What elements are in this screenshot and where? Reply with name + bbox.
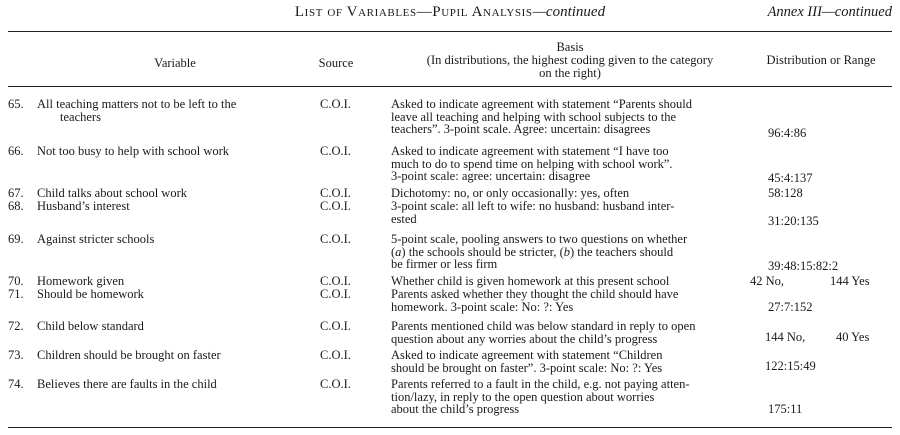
- row-number: 66.: [8, 144, 24, 158]
- distribution: 27:7:152: [768, 300, 813, 314]
- variable-name: Against stricter schools: [37, 232, 155, 246]
- distribution-yes: 144 Yes: [830, 274, 870, 288]
- variable-name: Believes there are faults in the child: [37, 377, 217, 391]
- basis: Asked to indicate agreement with statement “I have too much to do to spend time on helping with school work”. 3-point scale: agree: uncertain: disagree: [391, 144, 673, 184]
- source: C.O.I.: [320, 144, 351, 158]
- row-number: 65.: [8, 97, 24, 111]
- distribution: 45:4:137: [768, 171, 813, 185]
- col-header-distribution: Distribution or Range: [766, 53, 876, 67]
- row-number: 69.: [8, 232, 24, 246]
- annex-label: Annex III—continued: [767, 4, 892, 20]
- col-header-basis: Basis (In distributions, the highest coding given to the category on the right): [426, 40, 714, 80]
- page-title: List of Variables—Pupil Analysis—continued: [294, 4, 606, 20]
- row-number: 74.: [8, 377, 24, 391]
- basis: Asked to indicate agreement with statement “Children should be brought on faster”. 3-point scale: No: ?: Yes: [391, 348, 663, 375]
- source: C.O.I.: [320, 232, 351, 246]
- basis: 5-point scale, pooling answers to two questions on whether (a) the schools should be stricter, (b) the teachers should be firmer or less firm: [391, 232, 688, 272]
- distribution: 122:15:49: [765, 359, 816, 373]
- variable-name: Should be homework: [37, 287, 144, 301]
- row-number: 73.: [8, 348, 24, 362]
- row-number: 67.: [8, 186, 24, 200]
- col-header-variable: Variable: [154, 56, 196, 70]
- variable-name: Children should be brought on faster: [37, 348, 221, 362]
- row-number: 72.: [8, 319, 24, 333]
- source: C.O.I.: [320, 186, 351, 200]
- distribution: 39:48:15:82:2: [768, 259, 839, 273]
- variable-name: Child below standard: [37, 319, 144, 333]
- page-header: [0, 4, 900, 24]
- variable-name: Homework given: [37, 274, 125, 288]
- distribution: 31:20:135: [768, 214, 819, 228]
- basis: Parents asked whether they thought the child should have homework. 3-point scale: No: ?: Yes: [391, 287, 679, 314]
- row-number: 68.: [8, 199, 24, 213]
- row-number: 70.: [8, 274, 24, 288]
- source: C.O.I.: [320, 97, 351, 111]
- basis: Dichotomy: no, or only occasionally: yes, often: [391, 186, 630, 200]
- distribution: 58:128: [768, 186, 803, 200]
- variable-name: Child talks about school work: [37, 186, 187, 200]
- distribution-no: 42 No,: [750, 274, 785, 288]
- table-top-rule: [8, 31, 892, 32]
- variable-name: All teaching matters not to be left to the teachers: [37, 97, 237, 124]
- variable-name: Husband’s interest: [37, 199, 130, 213]
- source: C.O.I.: [320, 377, 351, 391]
- distribution-no: 144 No,: [765, 330, 806, 344]
- basis: 3-point scale: all left to wife: no husband: husband inter- ested: [391, 199, 675, 226]
- basis: Parents referred to a fault in the child, e.g. not paying atten- tion/lazy, in reply to the open question about worries about the child’s progress: [391, 377, 690, 417]
- row-number: 71.: [8, 287, 24, 301]
- distribution-yes: 40 Yes: [836, 330, 870, 344]
- basis: Whether child is given homework at this present school: [391, 274, 670, 288]
- source: C.O.I.: [320, 348, 351, 362]
- distribution: 175:11: [768, 402, 803, 416]
- variable-name: Not too busy to help with school work: [37, 144, 230, 158]
- basis: Parents mentioned child was below standard in reply to open question about any worries about the child’s progress: [391, 319, 696, 346]
- source: C.O.I.: [320, 319, 351, 333]
- source: C.O.I.: [320, 287, 351, 301]
- source: C.O.I.: [320, 274, 351, 288]
- basis: Asked to indicate agreement with statement “Parents should leave all teaching and helping with school subjects to the teachers”. 3-point scale. Agree: uncertain: disagrees: [391, 97, 692, 137]
- table-bottom-rule: [8, 427, 892, 428]
- table-header-rule: [8, 86, 892, 87]
- source: C.O.I.: [320, 199, 351, 213]
- col-header-source: Source: [318, 56, 354, 70]
- distribution: 96:4:86: [768, 126, 807, 140]
